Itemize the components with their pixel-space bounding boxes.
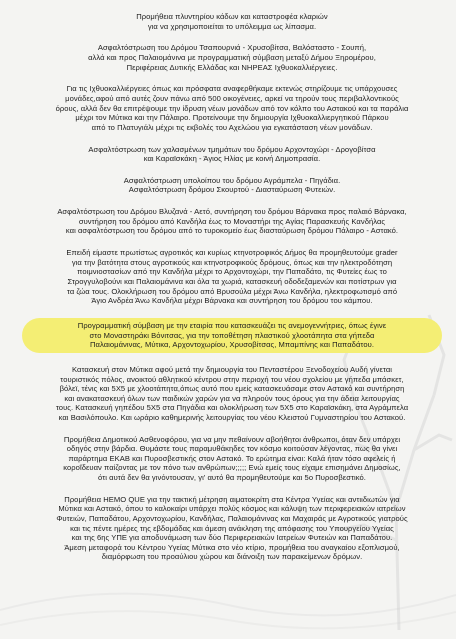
paragraph-road-agrampela: Ασφαλτόστρωση υπολοίπου του δρόμου Αγράμπελα - Πηγάδια. Ασφαλτόστρωση δρόμου Σκουρτού - Διασταύρωση Φυτειών. <box>123 175 341 195</box>
paragraph-agricultural-roads: Επειδή είμαστε πρωτίστως αγροτικός και κυρίως κτηνοτροφικός Δήμος θα προμηθευτούμε grader για την βατότητα στους αγροτικούς και κτηνοτροφικούς δρόμους, όπως και την ηλεκτροδότηση ποιμνιοστασίων από την Κανδήλα μέχρι το Αρχοντοχώρι, την Παπαδάτο, τις Φυτείες έως το Στρογγυλοβούνι και Παλαιομάνινα και όλα τα χωριά, κατασκευή οδοδεξαμενών και ποτίστρων για τα ζώα τους. Ολοκλήρωση του δρόμου από Βρυσούλα μέχρι Άνω Κανδήλα, ηλεκτροφωτισμό από Άγιο Ανδρέα Άνω Κανδήλα μέχρι Βάρνακα και συντήρηση του δρόμου του κάμπου. <box>66 248 398 306</box>
paragraph-road-archontochori: Ασφαλτόστρωση των χαλασμένων τμημάτων του δρόμου Αρχοντοχώρι - Δρογοβίτσα και Καραϊσκάκη - Άγιος Ηλίας με κοινή Δημοπρασία. <box>88 144 376 164</box>
paragraph-mytikas-sports-center: Κατασκευή στον Μύτικα αφού μετά την δημιουργία του Πενταστέρου Ξενοδοχείου Αυδή γίνεται τουριστικός πόλος, ανοικτού αθλητικού κέντρου στην περιοχή του νέου σχολείου με γήπεδα μπάσκετ, βόλεϊ, τένις και 5Χ5 με χλοοτάπητα,όπως αυτό που εμείς κατασκευάσαμε στον Αστακό και συντήρηση και ανακατασκευή όλων των παιδικών χαρών για να πληρούν τους όρους για την άδεια λειτουργίας τους. Κατασκευή γηπέδου 5Χ5 στα Πηγάδια και ολοκλήρωση των 5Χ5 στο Καραϊσκάκη, στα Αγράμπελα και Βασιλόπουλο. Και ωράριο καθημερινής λειτουργίας του νέου Κλειστού Γυμναστηρίου του Αστακού. <box>55 364 409 422</box>
paragraph-highlighted-turf-fields: Προγραμματική σύμβαση με την εταιρία που κατασκευάζει τις ανεμογεννήτριες, όπως έγινε στο Μοναστηράκι Βόνιτσας, για την τοποθέτηση πλαστικού χλοοτάπητα στα γήπεδα Παλαιομάνινας, Μύτικα, Αρχοντοχωρίου, Χρυσοβίτσας, Μπαμπίνης και Παπαδάτου. <box>22 318 442 353</box>
paragraph-bin-washer: Προμήθεια πλυντηρίου κάδων και καταστροφέα κλαριών για να χρησιμοποιείται το υπόλειμμα ως λίπασμα. <box>136 12 328 31</box>
paragraph-road-vlyzana: Ασφαλτόστρωση του Δρόμου Βλυζανά - Αετό, συντήρηση του δρόμου Βάρνακα προς παλαιό Βάρνακα, συντήρηση του δρόμου από Κανδήλα έως το Μοναστήρι της Αγίας Παρασκευής Κανδήλας και ασφαλτόστρωση του δρόμου από το τυροκομείο έως διασταύρωση δρόμου Πάλαιρο - Αστακό. <box>57 207 407 236</box>
paragraph-road-paving-tsapournia: Ασφαλτόστρωση του Δρόμου Τσαπουρνιά - Χρυσοβίτσα, Βαλόσταστο - Σουπή, αλλά και προς Παλαιομάνινα με προγραμματική σύμβαση μεταξύ Δήμου Ξηρομέρου, Περιφέρειας Δυτικής Ελλάδας και ΝΗΡΕΑΣ Ιχθυοκαλλιέργειες. <box>88 43 376 72</box>
paragraph-fish-farming: Για τις Ιχθυοκαλλιέργειες όπως και πρόσφατα αναφερθήκαμε εκτενώς στηρίζουμε τις υπάρχουσες μονάδες,αφού από αυτές ζουν πάνω από 500 οικογένειες, αρκεί να τηρούν τους περιβαλλοντικούς όρους, αλλά δεν θα επιτρέψουμε την ίδρυση νέων μονάδων από τον κόλπο του Αστακού και τα παράλια μέχρι τον Μύτικα και την Πάλαιρο. Προτείνουμε την δημιουργία Ιχθυοκαλλιεργητικού Πάρκου από το Πλατυγιάλι μέχρι τις εκβολές του Αχελώου για εγκατάσταση νέων μονάδων. <box>55 84 409 132</box>
paragraph-ambulance: Προμήθεια Δημοτικού Ασθενοφόρου, για να μην πεθαίνουν αβοήθητοι άνθρωποι, όταν δεν υπάρχει οδηγός στην βάρδια. Θυμάστε τους παραμυθάκηδες τον κόσμο κοιτούσαν λέγοντας, πως θα γίνει παράρτημα ΕΚΑΒ και Πυροσβεστικής στον Αστακό. Το ερώτημα είναι: Καλά ήταν τόσο αφελείς ή κοροΐδευαν παίζοντας με τον πόνο των ανθρώπων;;;;; Ενώ εμείς τους είχαμε επισημάνει Δημοσίως, ότι αυτά δεν θα γινόντουσαν, γι' αυτό θα προμηθευτούμε και 5ο Πυροσβεστικό. <box>63 434 401 483</box>
paragraph-health-centers: Προμήθεια HEMO QUE για την τακτική μέτρηση αιματοκρίτη στα Κέντρα Υγείας και αντιιδιωτών για Μύτικα και Αστακό, όπου το καλοκαίρι υπάρχει πολύς κόσμος και κάλυψη των περιφερειακών ιατρείων Φυτειών, Παπαδάτου, Αρχοντοχωρίου, Κανδήλας, Παλαιομάνινας και Μαχαιράς με Αγροτικούς γιατρούς και τις πέντε ημέρες της εβδομάδας και άμεση ανάκληση της απόφασης του Υπουργείου Υγείας και της 6ης ΥΠΕ για αποδυνάμωση των δύο Περιφερειακών Ιατρείων Φυτειών και Παπαδάτου. Άμεση μεταφορά του Κέντρου Υγείας Μύτικα στο νέο κτίριο, προμήθεια του αναγκαίου εξοπλισμού, διαμόρφωση του προαύλιου χώρου και διάνοιξη των παρακείμενων δρόμων. <box>56 494 408 562</box>
